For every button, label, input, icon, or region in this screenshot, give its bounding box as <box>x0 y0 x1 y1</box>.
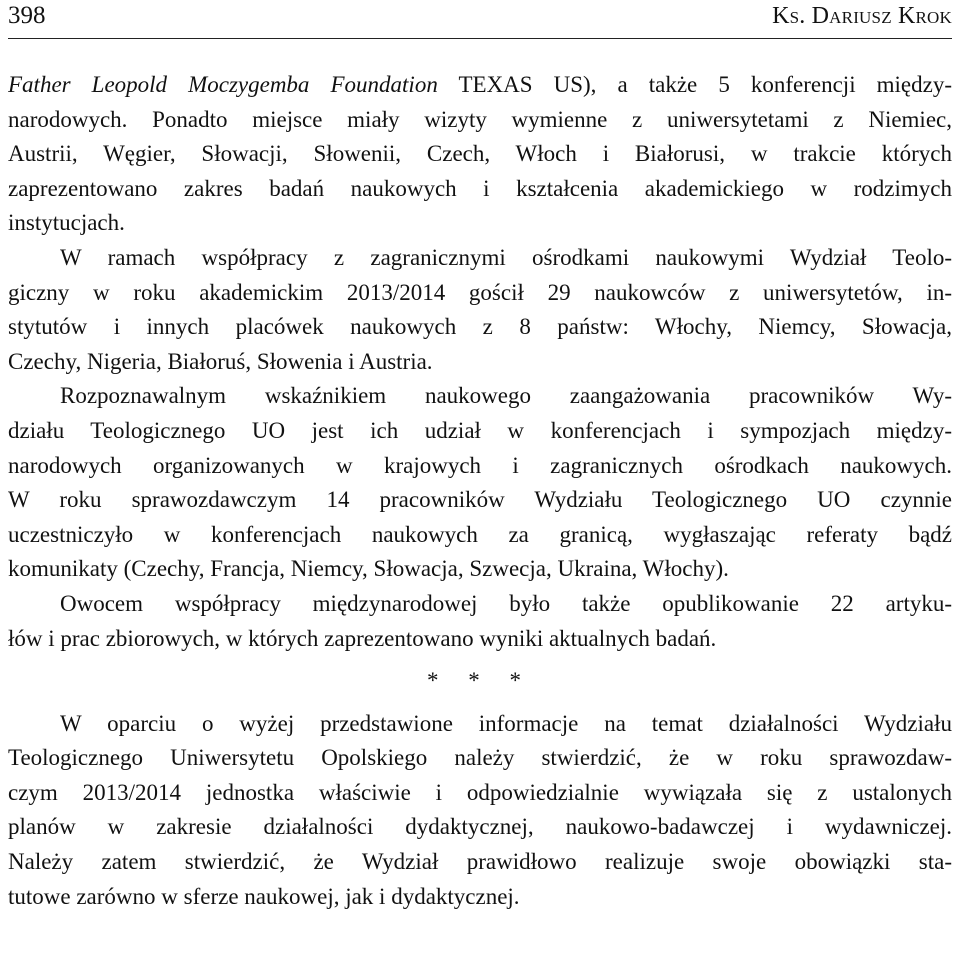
page-header <box>8 0 952 39</box>
text-line: Teologicznego Uniwersytetu Opolskiego należy stwierdzić, że w roku sprawozdaw- <box>8 745 952 771</box>
text-line: uczestniczyło w konferencjach naukowych za granicą, wygłaszając referaty bądź <box>8 521 952 547</box>
text-line: Czechy, Nigeria, Białoruś, Słowenia i Austria. <box>8 348 433 374</box>
text-line: narodowych. Ponadto miejsce miały wizyty wymienne z uniwersytetami z Niemiec, <box>8 106 952 132</box>
line-text: TEXAS US), a także 5 konferencji między- <box>437 72 952 97</box>
text-line: Austrii, Węgier, Słowacji, Słowenii, Czech, Włoch i Białorusi, w trakcie których <box>8 141 952 167</box>
paragraph-first-line: W oparciu o wyżej przedstawione informacje na temat działalności Wydziału <box>60 710 952 736</box>
text-line <box>8 68 952 103</box>
page-number: 398 <box>8 2 46 29</box>
text-line: W roku sprawozdawczym 14 pracowników Wydziału Teologicznego UO czynnie <box>8 487 952 513</box>
paragraph-first-line: Owocem współpracy międzynarodowej było także opublikowanie 22 artyku- <box>60 590 952 616</box>
running-head: Ks. Dariusz Krok <box>772 3 952 29</box>
paragraph-first-line: W ramach współpracy z zagranicznymi ośrodkami naukowymi Wydział Teolo- <box>60 244 952 270</box>
text-line: łów i prac zbiorowych, w których zaprezentowano wyniki aktualnych badań. <box>8 625 717 651</box>
section-separator: * * * <box>427 668 533 694</box>
text-line: stytutów i innych placówek naukowych z 8 państw: Włochy, Niemcy, Słowacja, <box>8 314 952 340</box>
text-line: czym 2013/2014 jednostka właściwie i odpowiedzialnie wywiązała się z ustalonych <box>8 779 952 805</box>
paragraph-first-line: Rozpoznawalnym wskaźnikiem naukowego zaangażowania pracowników Wy- <box>60 383 952 409</box>
text-line: planów w zakresie działalności dydaktycznej, naukowo-badawczej i wydawniczej. <box>8 814 952 840</box>
italic-text: Father Leopold Moczygemba Foundation <box>8 72 438 97</box>
text-line: komunikaty (Czechy, Francja, Niemcy, Słowacja, Szwecja, Ukraina, Włochy). <box>8 556 729 582</box>
text-line: giczny w roku akademickim 2013/2014 gościł 29 naukowców z uniwersytetów, in- <box>8 279 952 305</box>
body-text <box>8 68 952 914</box>
text-line: zaprezentowano zakres badań naukowych i kształcenia akademickiego w rodzimych <box>8 175 952 201</box>
text-line: narodowych organizowanych w krajowych i zagranicznych ośrodkach naukowych. <box>8 452 952 478</box>
text-line: działu Teologicznego UO jest ich udział w konferencjach i sympozjach między- <box>8 417 952 443</box>
text-line: Należy zatem stwierdzić, że Wydział prawidłowo realizuje swoje obowiązki sta- <box>8 849 952 875</box>
text-line: instytucjach. <box>8 210 125 236</box>
text-line: tutowe zarówno w sferze naukowej, jak i dydaktycznej. <box>8 883 520 909</box>
